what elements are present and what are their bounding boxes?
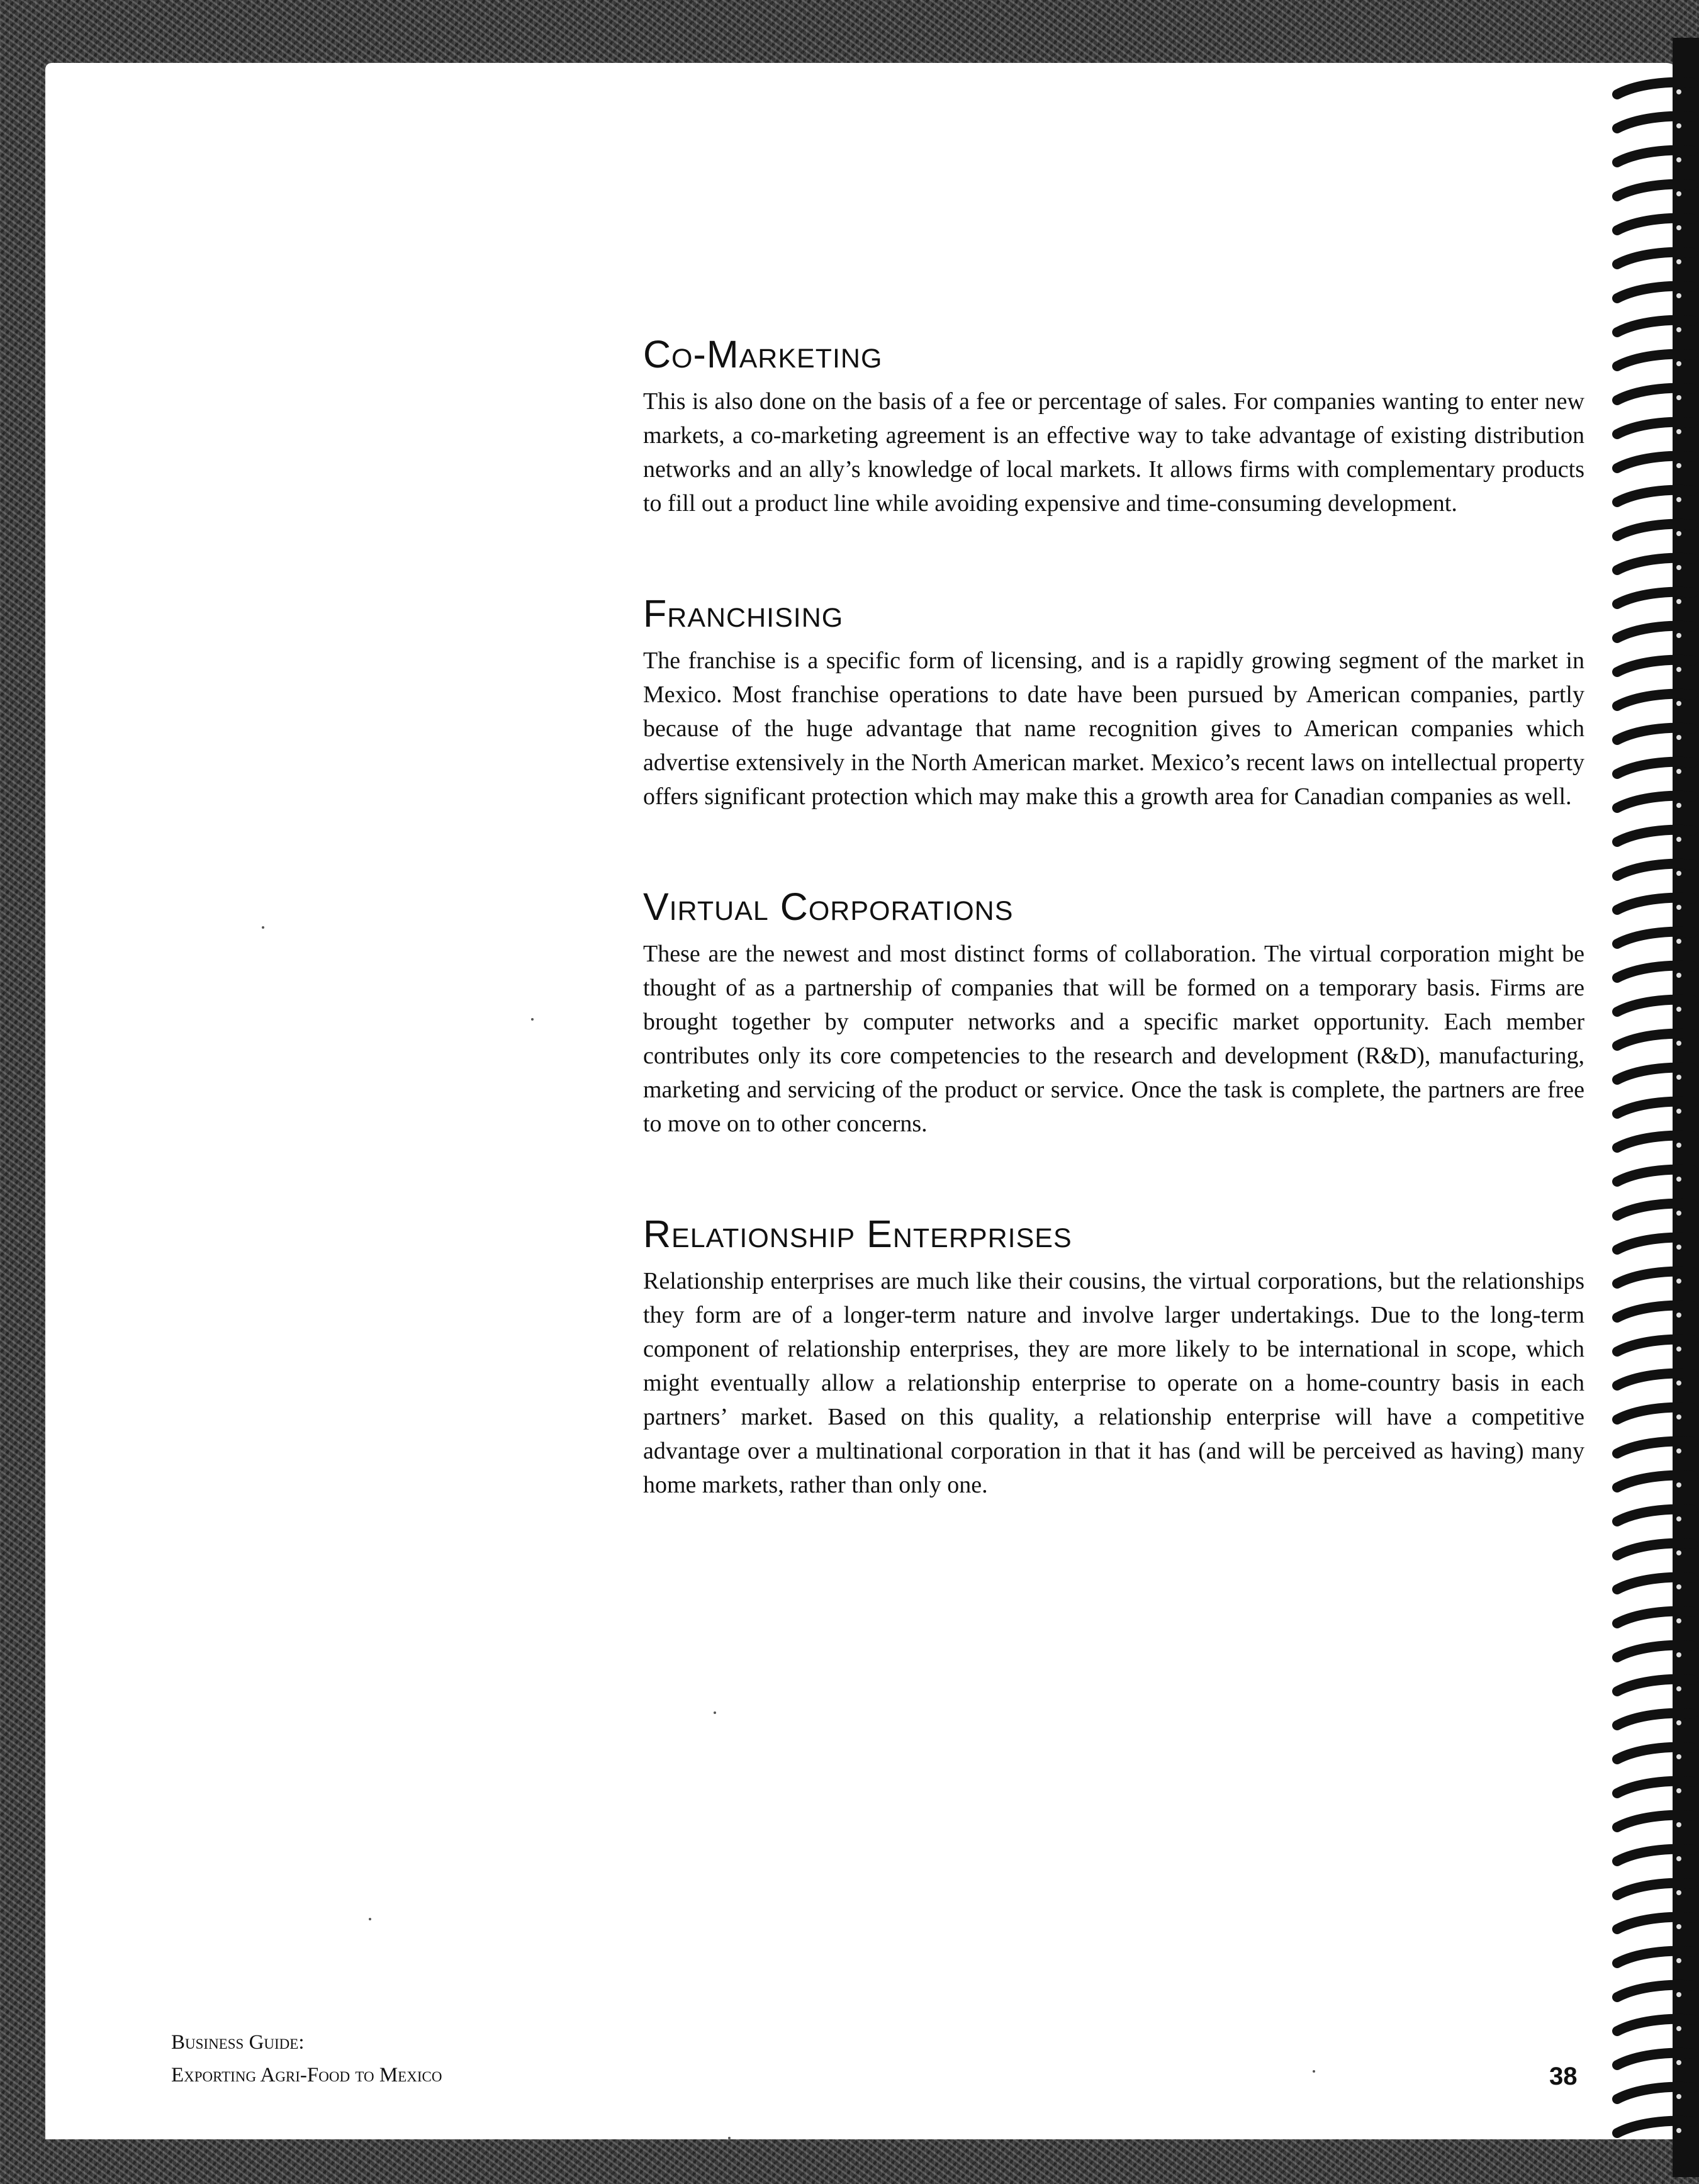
scan-speck bbox=[531, 1018, 534, 1021]
scan-speck bbox=[728, 2137, 731, 2139]
section-heading: Franchising bbox=[643, 592, 844, 636]
section-franchising bbox=[643, 593, 1584, 814]
section-heading: Relationship Enterprises bbox=[643, 1212, 1072, 1256]
section-heading: Virtual Corporations bbox=[643, 885, 1014, 929]
footer-line-2: Exporting Agri-Food to Mexico bbox=[171, 2064, 442, 2086]
scan-speck bbox=[262, 926, 264, 929]
scan-speck bbox=[1313, 2070, 1315, 2073]
section-body: Relationship enterprises are much like their cousins, the virtual corporations, but the relationships they form are of a longer-term nature and involve larger undertakings. Due to the long-term component of relationship enterprises, they are more likely to be international in scope, which might eventually allow a relationship enterprise to operate on a home-country basis in each partners’ market. Based on this quality, a relationship enterprise will have a competitive advantage over a multinational corporation in that it has (and will be perceived as having) many home markets, rather than only one. bbox=[643, 1268, 1584, 1499]
page-number: 38 bbox=[1549, 2063, 1578, 2090]
document-page bbox=[45, 63, 1678, 2139]
footer-line-1: Business Guide: bbox=[171, 2031, 305, 2054]
page-content bbox=[643, 333, 1584, 1574]
section-body: The franchise is a specific form of licensing, and is a rapidly growing segment of the market in Mexico. Most franchise operations to date have been pursued by American companies, partly because of the huge advantage that name recognition gives to American companies which advertise extensively in the North American market. Mexico’s recent laws on intellectual property offers significant protection which may make this a growth area for Canadian companies as well. bbox=[643, 647, 1584, 810]
scan-speck bbox=[369, 1918, 371, 1920]
running-footer bbox=[171, 2026, 442, 2092]
section-co-marketing bbox=[643, 333, 1584, 520]
section-heading: Co-Marketing bbox=[643, 333, 883, 376]
section-relationship-enterprises bbox=[643, 1213, 1584, 1502]
section-body: These are the newest and most distinct forms of collaboration. The virtual corporation might be thought of as a partnership of companies that will be formed on a temporary basis. Firms are brought together by computer networks and a specific market opportunity. Each member contributes only its core competencies to the research and development (R&D), manufacturing, marketing and servicing of the product or service. Once the task is complete, the partners are free to move on to other concerns. bbox=[643, 941, 1584, 1138]
section-virtual-corporations bbox=[643, 886, 1584, 1141]
section-body: This is also done on the basis of a fee or percentage of sales. For companies wanting to enter new markets, a co-marketing agreement is an effective way to take advantage of existing distribution networks and an ally’s knowledge of local markets. It allows firms with complementary products to fill out a product line while avoiding expensive and time-consuming development. bbox=[643, 388, 1584, 517]
scan-speck bbox=[714, 1711, 716, 1714]
